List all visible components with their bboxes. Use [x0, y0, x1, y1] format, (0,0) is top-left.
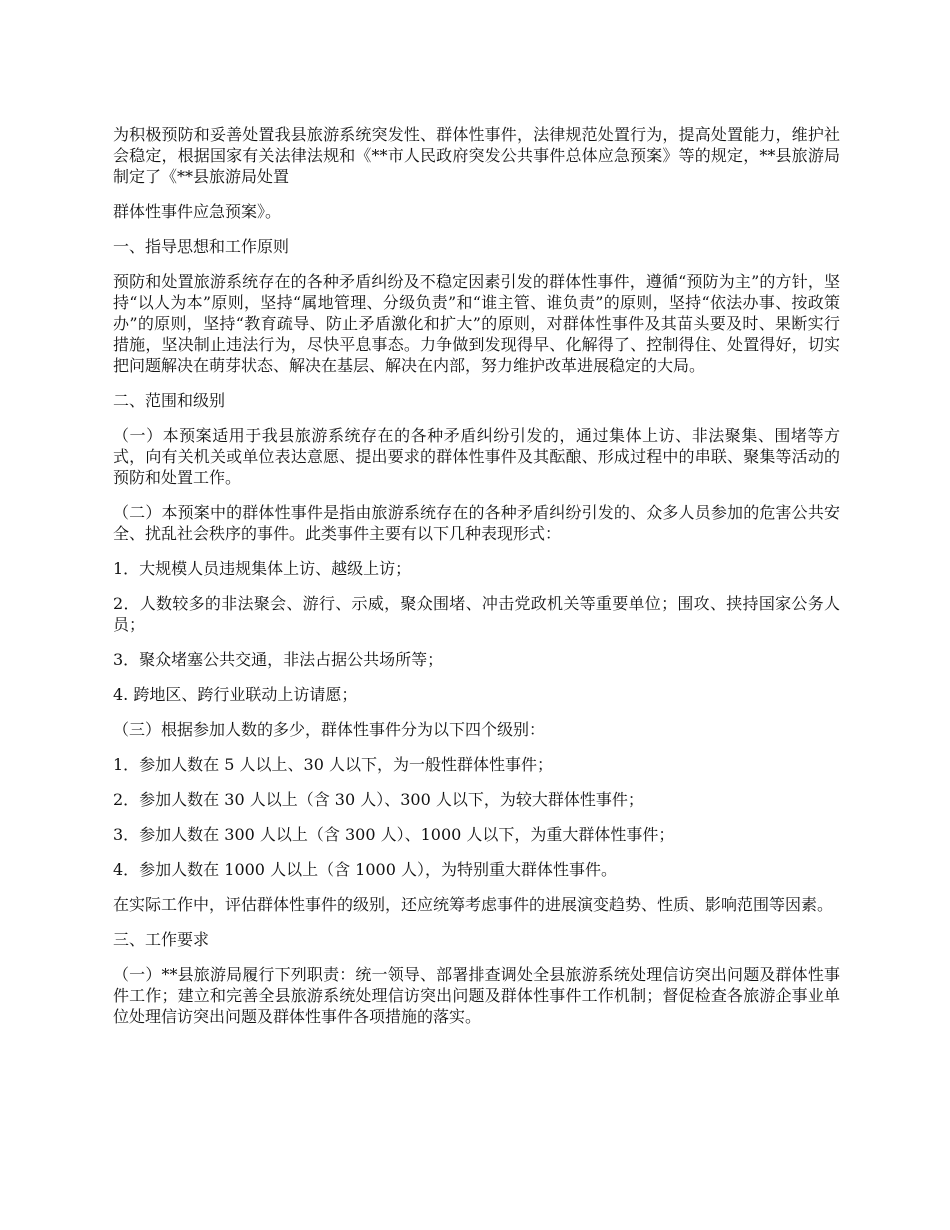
- form-list-item-3: 3．聚众堵塞公共交通，非法占据公共场所等；: [113, 650, 444, 669]
- section-2-item-3: （三）根据参加人数的多少，群体性事件分为以下四个级别：: [113, 720, 546, 739]
- level-list-item-4: 4．参加人数在 1000 人以上（含 1000 人），为特别重大群体性事件。: [113, 860, 617, 879]
- level-list-item-2: 2．参加人数在 30 人以上（含 30 人）、300 人以下，为较大群体性事件；: [113, 790, 644, 809]
- section-heading-1: 一、指导思想和工作原则: [113, 237, 290, 256]
- level-list-item-1: 1．参加人数在 5 人以上、30 人以下，为一般性群体性事件；: [113, 755, 553, 774]
- assessment-paragraph: 在实际工作中，评估群体性事件的级别，还应统筹考虑事件的进展演变趋势、性质、影响范围等因素。: [113, 895, 834, 914]
- form-list-item-2: 2．人数较多的非法聚会、游行、示威，聚众围堵、冲击党政机关等重要单位；围攻、挟持国家公务人员；: [113, 594, 840, 634]
- form-list-item-1: 1．大规模人员违规集体上访、越级上访；: [113, 559, 412, 578]
- form-list-item-4: 4. 跨地区、跨行业联动上访请愿；: [113, 685, 358, 704]
- level-list-item-3: 3．参加人数在 300 人以上（含 300 人）、1000 人以下，为重大群体性事件；: [113, 825, 675, 844]
- document-body: [113, 124, 840, 1041]
- section-heading-3: 三、工作要求: [113, 930, 210, 949]
- section-2-item-2: （二）本预案中的群体性事件是指由旅游系统存在的各种矛盾纠纷引发的、众多人员参加的危害公共安全、扰乱社会秩序的事件。此类事件主要有以下几种表现形式：: [113, 503, 840, 543]
- section-heading-2: 二、范围和级别: [113, 391, 226, 410]
- section-3-item-1: （一）**县旅游局履行下列职责：统一领导、部署排查调处全县旅游系统处理信访突出问题及群体性事件工作；建立和完善全县旅游系统处理信访突出问题及群体性事件工作机制；督促检查各旅游企事业单位处理信访突出问题及群体性事件各项措施的落实。: [113, 965, 840, 1026]
- intro-paragraph-continued: 群体性事件应急预案》。: [113, 202, 282, 221]
- section-1-paragraph: 预防和处置旅游系统存在的各种矛盾纠纷及不稳定因素引发的群体性事件，遵循“预防为主”的方针，坚持“以人为本”原则，坚持“属地管理、分级负责”和“谁主管、谁负责”的原则，坚持“依法办事、按政策办”的原则，坚持“教育疏导、防止矛盾激化和扩大”的原则，对群体性事件及其苗头要及时、果断实行措施，坚决制止违法行为，尽快平息事态。力争做到发现得早、化解得了、控制得住、处置得好，切实把问题解决在萌芽状态、解决在基层、解决在内部，努力维护改革进展稳定的大局。: [113, 272, 840, 375]
- intro-paragraph: 为积极预防和妥善处置我县旅游系统突发性、群体性事件，法律规范处置行为，提高处置能力，维护社会稳定，根据国家有关法律法规和《**市人民政府突发公共事件总体应急预案》等的规定，**县旅游局制定了《**县旅游局处置: [113, 125, 840, 186]
- section-2-item-1: （一）本预案适用于我县旅游系统存在的各种矛盾纠纷引发的，通过集体上访、非法聚集、围堵等方式，向有关机关或单位表达意愿、提出要求的群体性事件及其酝酿、形成过程中的串联、聚集等活动的预防和处置工作。: [113, 426, 840, 487]
